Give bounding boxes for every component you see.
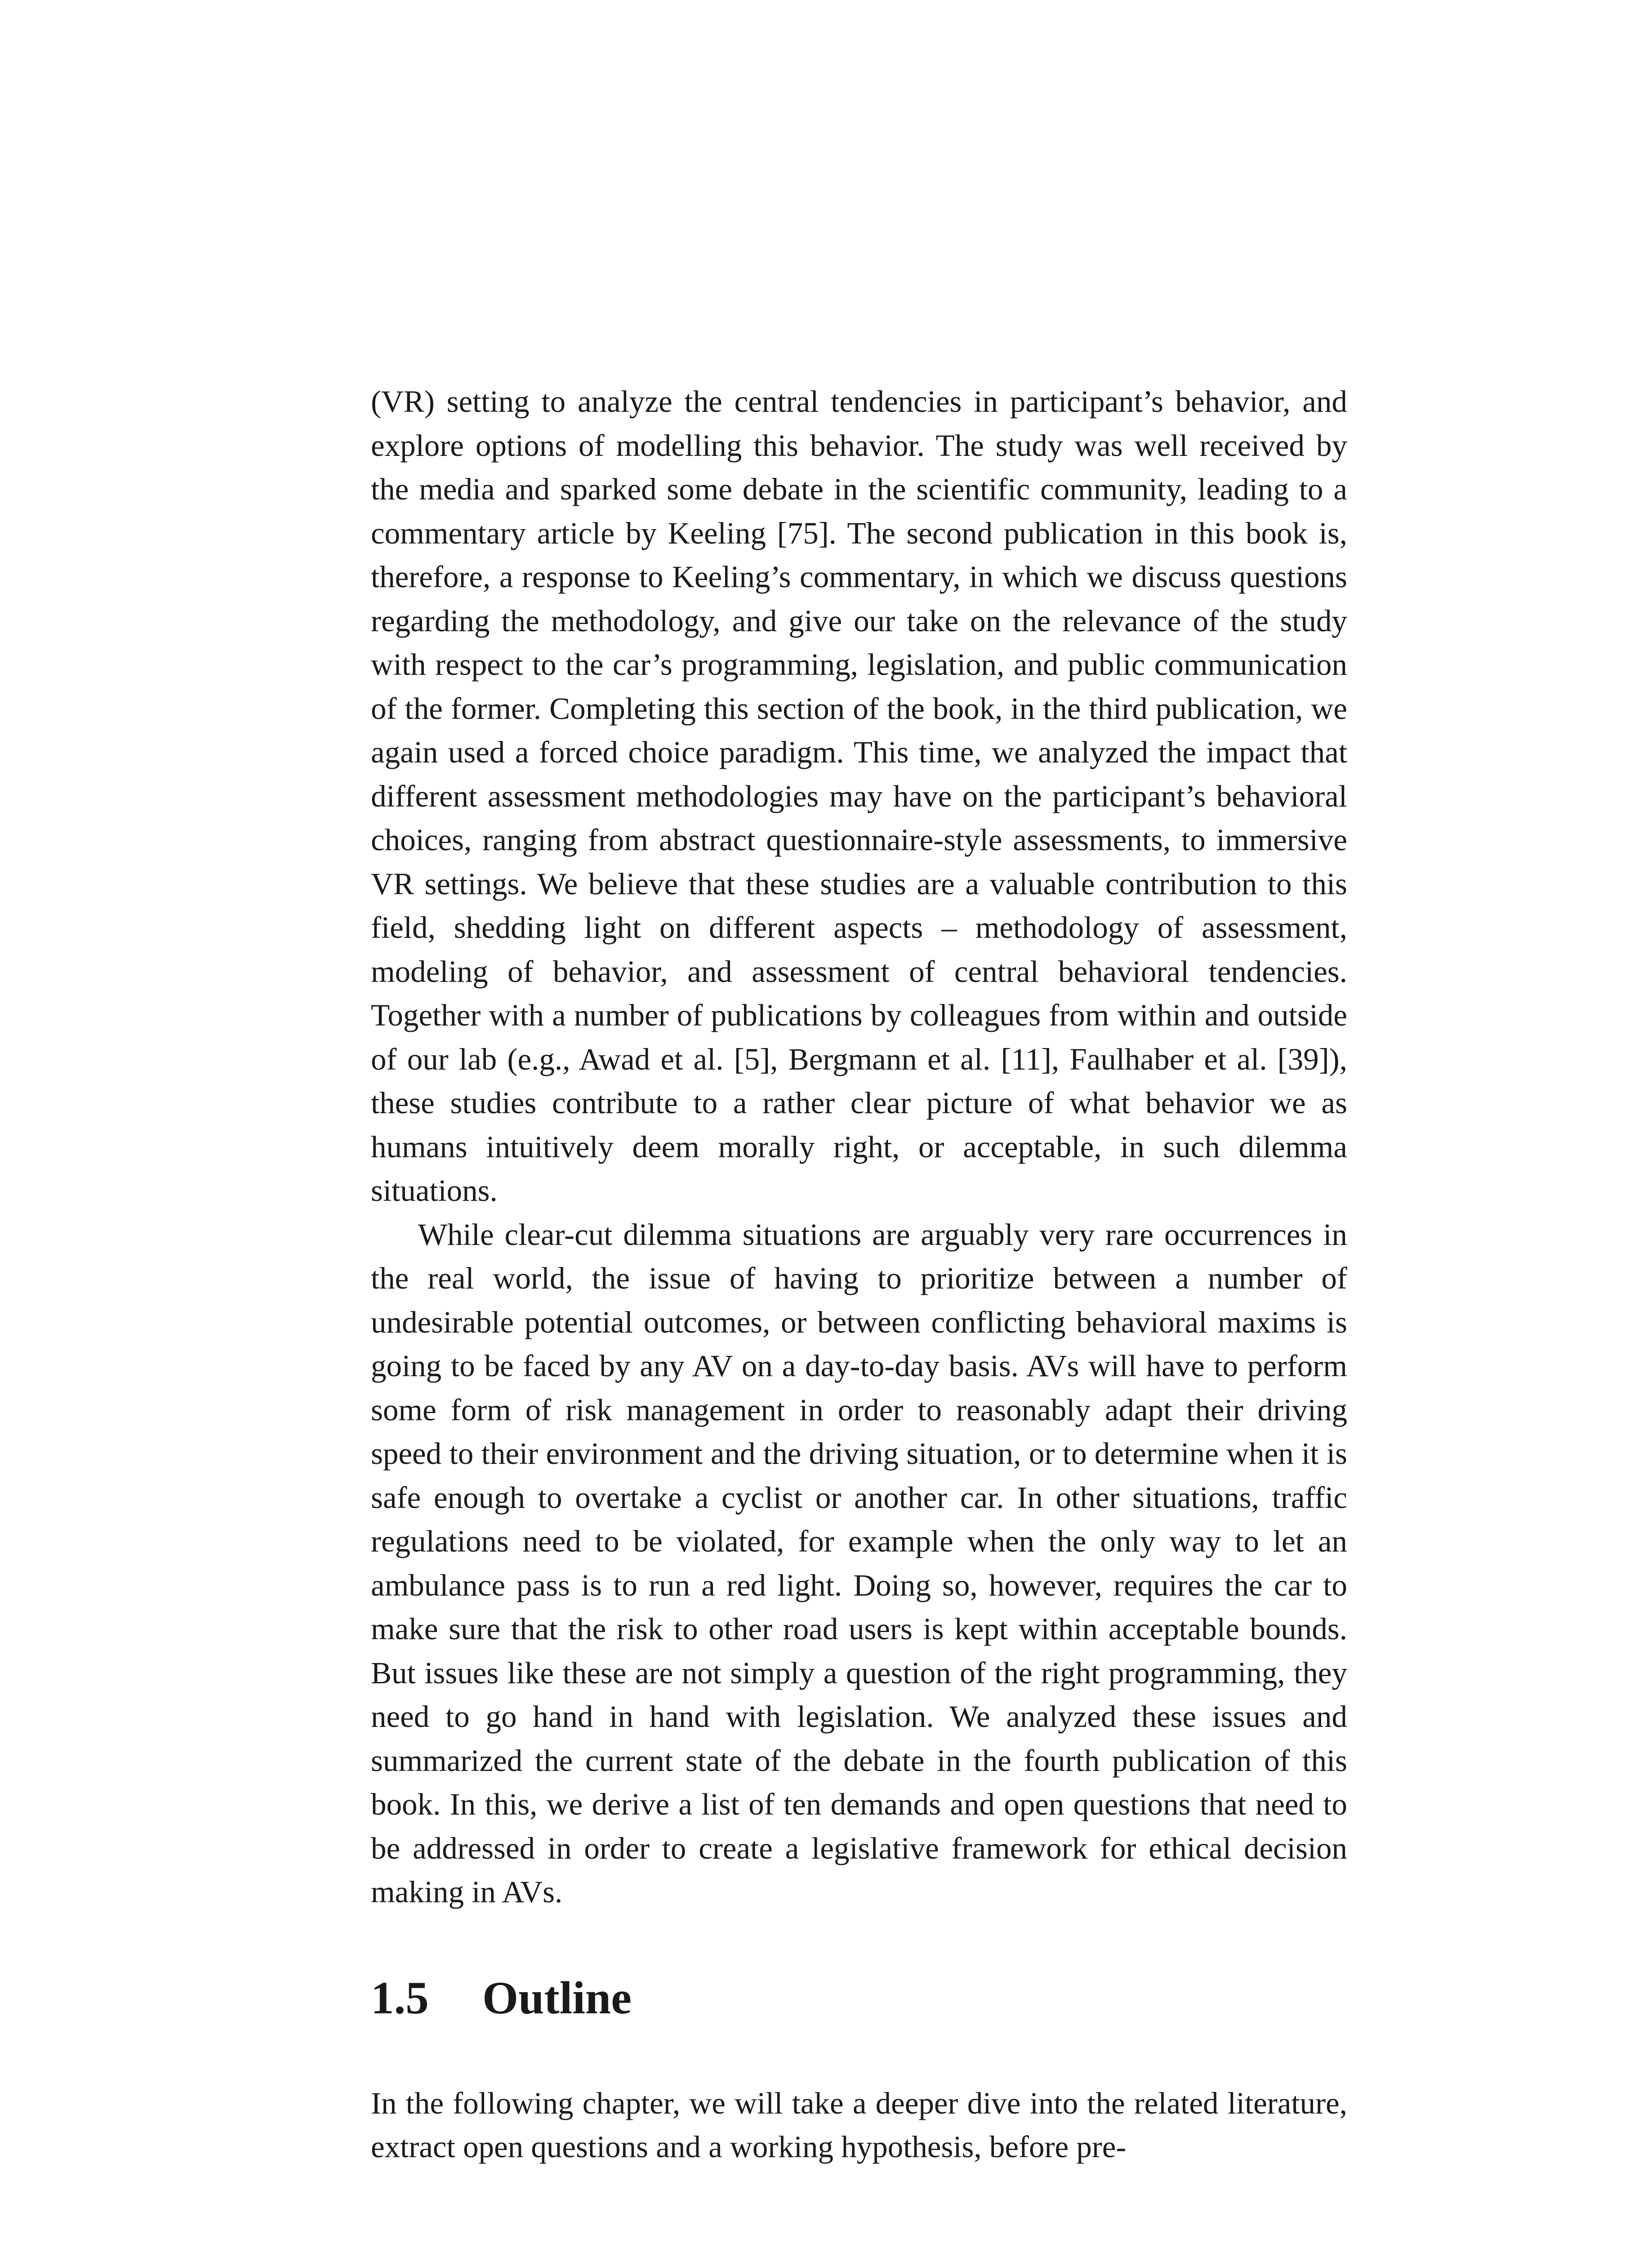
body-paragraph-1: (VR) setting to analyze the central tendencies in participant’s behavior, and explore options of modelling this behavior. The study was well received by the media and sparked some debate in the scientific community, leading to a commentary article by Keeling [75]. The second publication in this book is, therefore, a response to Keeling’s commentary, in which we discuss questions regarding the methodology, and give our take on the relevance of the study with respect to the car’s programming, legislation, and public communication of the former. Completing this section of the book, in the third publication, we again used a forced choice paradigm. This time, we analyzed the impact that different assessment methodologies may have on the participant’s behavioral choices, ranging from abstract questionnaire-style assessments, to immersive VR settings. We believe that these studies are a valuable contribution to this field, shedding light on different aspects – methodology of assessment, modeling of behavior, and assessment of central behavioral tendencies. Together with a number of publications by colleagues from within and outside of our lab (e.g., Awad et al. [5], Bergmann et al. [11], Faulhaber et al. [39]), these studies contribute to a rather clear picture of what behavior we as humans intuitively deem morally right, or acceptable, in such dilemma situations. [371,384,1347,1208]
section-paragraph: In the following chapter, we will take a deeper dive into the related literature, extract open questions and a working hypothesis, before pre- [371,2086,1347,2164]
section-title: Outline [482,1972,632,2024]
section-heading [371,1971,1347,2025]
section-number: 1.5 [371,1972,429,2024]
page-content [371,380,1347,2169]
body-paragraph-2: While clear-cut dilemma situations are arguably very rare occurrences in the real world, the issue of having to prioritize between a number of undesirable potential outcomes, or between conflicting behavioral maxims is going to be faced by any AV on a day-to-day basis. AVs will have to perform some form of risk management in order to reasonably adapt their driving speed to their environment and the driving situation, or to determine when it is safe enough to overtake a cyclist or another car. In other situations, traffic regulations need to be violated, for example when the only way to let an ambulance pass is to run a red light. Doing so, however, requires the car to make sure that the risk to other road users is kept within acceptable bounds. But issues like these are not simply a question of the right programming, they need to go hand in hand with legislation. We analyzed these issues and summarized the current state of the debate in the fourth publication of this book. In this, we derive a list of ten demands and open questions that need to be addressed in order to create a legislative framework for ethical decision making in AVs. [371,1217,1347,1909]
